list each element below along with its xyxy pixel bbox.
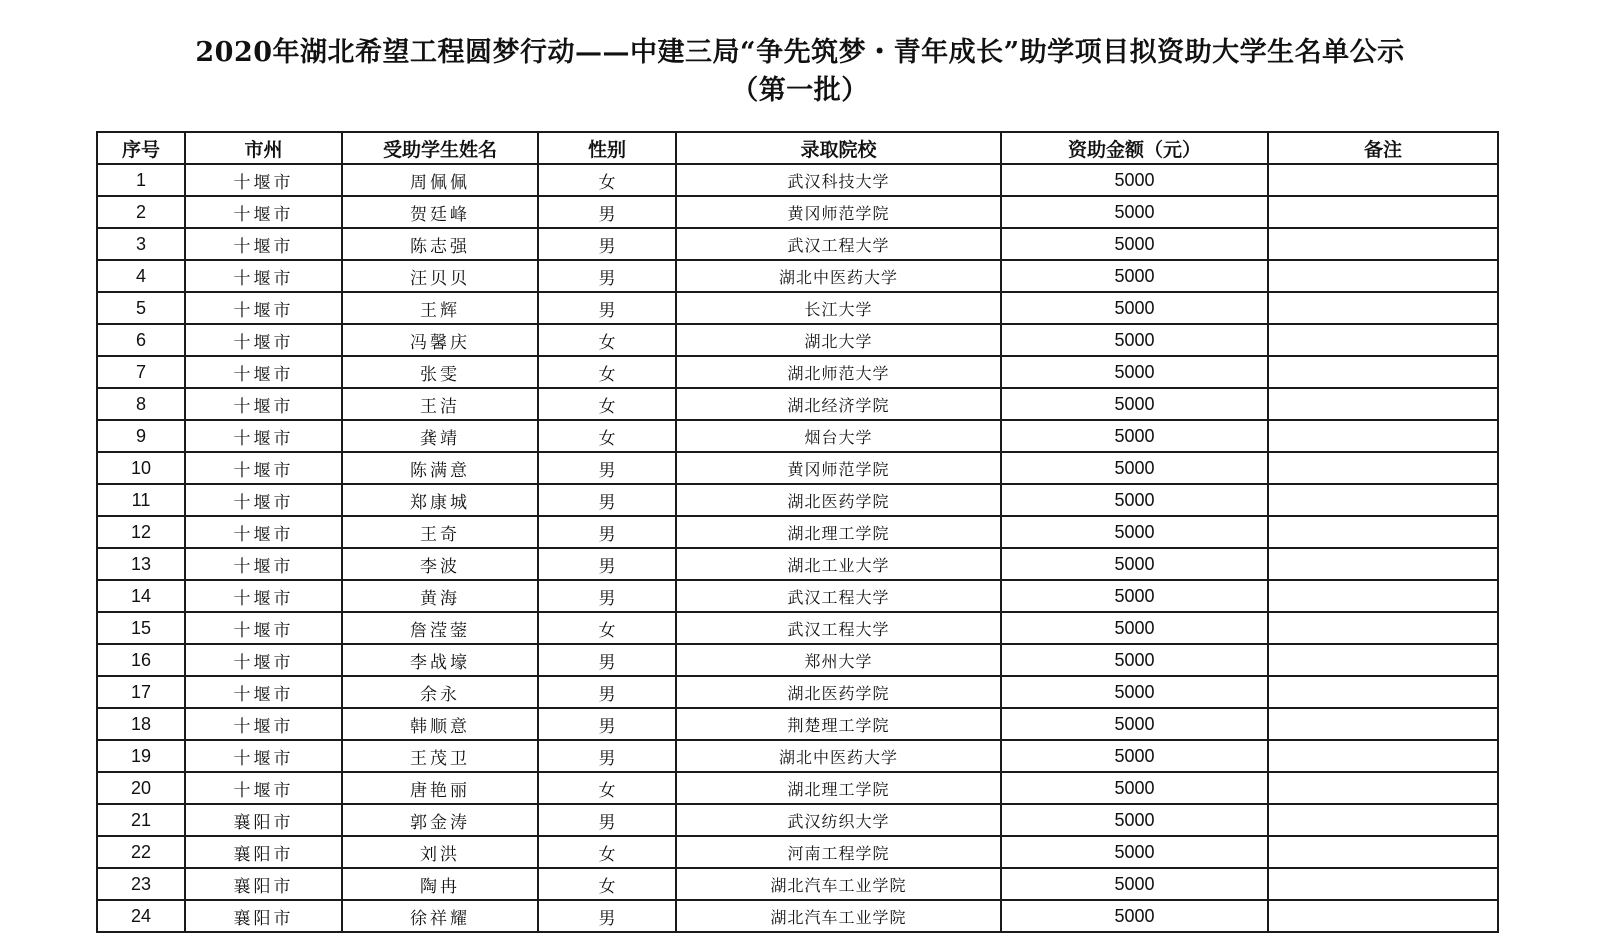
cell-gender: 男 [538, 292, 676, 324]
cell-school: 武汉纺织大学 [676, 804, 1001, 836]
cell-remarks [1268, 644, 1498, 676]
cell-school: 湖北理工学院 [676, 772, 1001, 804]
cell-amount: 5000 [1001, 708, 1268, 740]
cell-city: 十堰市 [185, 676, 342, 708]
cell-gender: 男 [538, 228, 676, 260]
cell-gender: 男 [538, 580, 676, 612]
cell-city: 十堰市 [185, 388, 342, 420]
cell-city: 十堰市 [185, 260, 342, 292]
table-row [97, 388, 1498, 420]
table-row [97, 356, 1498, 388]
cell-amount: 5000 [1001, 836, 1268, 868]
cell-school: 湖北医药学院 [676, 676, 1001, 708]
cell-gender: 男 [538, 708, 676, 740]
table-row [97, 452, 1498, 484]
table-row [97, 772, 1498, 804]
cell-student-name: 王茂卫 [342, 740, 538, 772]
cell-amount: 5000 [1001, 804, 1268, 836]
cell-city: 襄阳市 [185, 900, 342, 932]
cell-index: 17 [97, 676, 185, 708]
cell-remarks [1268, 164, 1498, 196]
cell-index: 9 [97, 420, 185, 452]
cell-student-name: 王辉 [342, 292, 538, 324]
cell-index: 22 [97, 836, 185, 868]
cell-amount: 5000 [1001, 228, 1268, 260]
cell-school: 湖北大学 [676, 324, 1001, 356]
table-row [97, 708, 1498, 740]
cell-city: 十堰市 [185, 548, 342, 580]
cell-city: 十堰市 [185, 708, 342, 740]
table-row [97, 868, 1498, 900]
cell-student-name: 郭金涛 [342, 804, 538, 836]
cell-amount: 5000 [1001, 260, 1268, 292]
table-row [97, 484, 1498, 516]
cell-school: 荆楚理工学院 [676, 708, 1001, 740]
cell-remarks [1268, 548, 1498, 580]
cell-amount: 5000 [1001, 580, 1268, 612]
cell-index: 3 [97, 228, 185, 260]
cell-student-name: 刘洪 [342, 836, 538, 868]
cell-school: 郑州大学 [676, 644, 1001, 676]
cell-amount: 5000 [1001, 900, 1268, 932]
cell-index: 6 [97, 324, 185, 356]
cell-remarks [1268, 452, 1498, 484]
cell-index: 4 [97, 260, 185, 292]
cell-index: 2 [97, 196, 185, 228]
cell-city: 十堰市 [185, 772, 342, 804]
cell-index: 12 [97, 516, 185, 548]
table-row [97, 548, 1498, 580]
cell-city: 十堰市 [185, 580, 342, 612]
table-row [97, 260, 1498, 292]
cell-amount: 5000 [1001, 356, 1268, 388]
header-remarks: 备注 [1268, 132, 1498, 164]
cell-city: 十堰市 [185, 228, 342, 260]
cell-gender: 男 [538, 900, 676, 932]
cell-city: 十堰市 [185, 516, 342, 548]
cell-amount: 5000 [1001, 164, 1268, 196]
cell-school: 黄冈师范学院 [676, 452, 1001, 484]
cell-gender: 男 [538, 260, 676, 292]
cell-gender: 男 [538, 516, 676, 548]
cell-student-name: 张雯 [342, 356, 538, 388]
cell-gender: 女 [538, 868, 676, 900]
cell-school: 湖北师范大学 [676, 356, 1001, 388]
cell-amount: 5000 [1001, 612, 1268, 644]
cell-remarks [1268, 580, 1498, 612]
cell-city: 十堰市 [185, 356, 342, 388]
cell-school: 河南工程学院 [676, 836, 1001, 868]
cell-gender: 男 [538, 548, 676, 580]
cell-gender: 女 [538, 164, 676, 196]
header-index: 序号 [97, 132, 185, 164]
cell-remarks [1268, 420, 1498, 452]
cell-city: 襄阳市 [185, 868, 342, 900]
cell-school: 湖北理工学院 [676, 516, 1001, 548]
cell-school: 湖北汽车工业学院 [676, 900, 1001, 932]
cell-gender: 男 [538, 644, 676, 676]
cell-amount: 5000 [1001, 388, 1268, 420]
cell-remarks [1268, 804, 1498, 836]
cell-remarks [1268, 388, 1498, 420]
cell-amount: 5000 [1001, 772, 1268, 804]
cell-remarks [1268, 740, 1498, 772]
cell-remarks [1268, 516, 1498, 548]
cell-remarks [1268, 868, 1498, 900]
table-row [97, 836, 1498, 868]
cell-gender: 女 [538, 356, 676, 388]
cell-student-name: 韩顺意 [342, 708, 538, 740]
table-body [97, 164, 1498, 932]
cell-gender: 男 [538, 804, 676, 836]
cell-city: 十堰市 [185, 644, 342, 676]
cell-city: 十堰市 [185, 324, 342, 356]
cell-gender: 女 [538, 388, 676, 420]
cell-student-name: 汪贝贝 [342, 260, 538, 292]
cell-index: 5 [97, 292, 185, 324]
cell-index: 14 [97, 580, 185, 612]
cell-student-name: 李战壕 [342, 644, 538, 676]
table-row [97, 900, 1498, 932]
table-header-row [97, 132, 1498, 164]
table-row [97, 324, 1498, 356]
cell-gender: 女 [538, 772, 676, 804]
cell-remarks [1268, 612, 1498, 644]
recipient-table [96, 131, 1499, 933]
table-row [97, 612, 1498, 644]
cell-amount: 5000 [1001, 644, 1268, 676]
cell-gender: 女 [538, 836, 676, 868]
cell-city: 十堰市 [185, 420, 342, 452]
cell-remarks [1268, 196, 1498, 228]
cell-index: 13 [97, 548, 185, 580]
cell-index: 8 [97, 388, 185, 420]
cell-city: 十堰市 [185, 196, 342, 228]
cell-student-name: 李波 [342, 548, 538, 580]
cell-amount: 5000 [1001, 548, 1268, 580]
cell-remarks [1268, 836, 1498, 868]
cell-remarks [1268, 900, 1498, 932]
cell-school: 湖北经济学院 [676, 388, 1001, 420]
cell-index: 15 [97, 612, 185, 644]
cell-student-name: 詹滢蓥 [342, 612, 538, 644]
cell-gender: 男 [538, 740, 676, 772]
table-row [97, 804, 1498, 836]
cell-remarks [1268, 292, 1498, 324]
cell-school: 湖北汽车工业学院 [676, 868, 1001, 900]
cell-school: 湖北中医药大学 [676, 260, 1001, 292]
cell-remarks [1268, 772, 1498, 804]
cell-index: 1 [97, 164, 185, 196]
cell-amount: 5000 [1001, 452, 1268, 484]
cell-amount: 5000 [1001, 292, 1268, 324]
cell-index: 16 [97, 644, 185, 676]
cell-student-name: 王洁 [342, 388, 538, 420]
cell-index: 21 [97, 804, 185, 836]
header-gender: 性别 [538, 132, 676, 164]
cell-student-name: 王奇 [342, 516, 538, 548]
cell-student-name: 龚靖 [342, 420, 538, 452]
cell-remarks [1268, 324, 1498, 356]
cell-city: 十堰市 [185, 164, 342, 196]
cell-student-name: 黄海 [342, 580, 538, 612]
cell-city: 襄阳市 [185, 804, 342, 836]
cell-school: 武汉工程大学 [676, 612, 1001, 644]
table-row [97, 740, 1498, 772]
cell-remarks [1268, 708, 1498, 740]
cell-gender: 女 [538, 324, 676, 356]
cell-amount: 5000 [1001, 740, 1268, 772]
cell-school: 湖北医药学院 [676, 484, 1001, 516]
cell-remarks [1268, 228, 1498, 260]
cell-amount: 5000 [1001, 516, 1268, 548]
header-amount: 资助金额（元） [1001, 132, 1268, 164]
table-row [97, 420, 1498, 452]
cell-index: 11 [97, 484, 185, 516]
cell-gender: 男 [538, 676, 676, 708]
cell-city: 十堰市 [185, 612, 342, 644]
cell-gender: 女 [538, 420, 676, 452]
cell-student-name: 陶冉 [342, 868, 538, 900]
header-school: 录取院校 [676, 132, 1001, 164]
document-subtitle: （第一批） [731, 75, 869, 106]
cell-student-name: 陈满意 [342, 452, 538, 484]
cell-gender: 男 [538, 196, 676, 228]
cell-school: 湖北工业大学 [676, 548, 1001, 580]
cell-student-name: 郑康城 [342, 484, 538, 516]
cell-city: 十堰市 [185, 484, 342, 516]
table-row [97, 164, 1498, 196]
cell-school: 长江大学 [676, 292, 1001, 324]
cell-index: 10 [97, 452, 185, 484]
cell-index: 18 [97, 708, 185, 740]
cell-school: 武汉工程大学 [676, 580, 1001, 612]
cell-city: 襄阳市 [185, 836, 342, 868]
cell-remarks [1268, 484, 1498, 516]
cell-student-name: 冯馨庆 [342, 324, 538, 356]
header-student-name: 受助学生姓名 [342, 132, 538, 164]
cell-school: 武汉工程大学 [676, 228, 1001, 260]
table-row [97, 676, 1498, 708]
cell-city: 十堰市 [185, 292, 342, 324]
cell-city: 十堰市 [185, 740, 342, 772]
cell-amount: 5000 [1001, 420, 1268, 452]
table-row [97, 516, 1498, 548]
cell-school: 黄冈师范学院 [676, 196, 1001, 228]
cell-amount: 5000 [1001, 676, 1268, 708]
cell-gender: 女 [538, 612, 676, 644]
cell-gender: 男 [538, 484, 676, 516]
cell-amount: 5000 [1001, 196, 1268, 228]
cell-city: 十堰市 [185, 452, 342, 484]
cell-school: 武汉科技大学 [676, 164, 1001, 196]
cell-remarks [1268, 676, 1498, 708]
cell-remarks [1268, 260, 1498, 292]
table-row [97, 644, 1498, 676]
cell-gender: 男 [538, 452, 676, 484]
cell-student-name: 唐艳丽 [342, 772, 538, 804]
header-city: 市州 [185, 132, 342, 164]
document-title: 2020年湖北希望工程圆梦行动——中建三局“争先筑梦・青年成长”助学项目拟资助大学生名单公示 [195, 37, 1405, 68]
table-row [97, 580, 1498, 612]
cell-index: 20 [97, 772, 185, 804]
cell-remarks [1268, 356, 1498, 388]
recipient-table-container [96, 131, 1497, 933]
cell-school: 烟台大学 [676, 420, 1001, 452]
table-row [97, 292, 1498, 324]
cell-index: 24 [97, 900, 185, 932]
cell-amount: 5000 [1001, 868, 1268, 900]
cell-student-name: 贺廷峰 [342, 196, 538, 228]
cell-amount: 5000 [1001, 484, 1268, 516]
table-row [97, 196, 1498, 228]
cell-student-name: 徐祥耀 [342, 900, 538, 932]
table-row [97, 228, 1498, 260]
cell-student-name: 余永 [342, 676, 538, 708]
cell-index: 23 [97, 868, 185, 900]
cell-amount: 5000 [1001, 324, 1268, 356]
cell-school: 湖北中医药大学 [676, 740, 1001, 772]
cell-student-name: 周佩佩 [342, 164, 538, 196]
cell-student-name: 陈志强 [342, 228, 538, 260]
cell-index: 7 [97, 356, 185, 388]
cell-index: 19 [97, 740, 185, 772]
